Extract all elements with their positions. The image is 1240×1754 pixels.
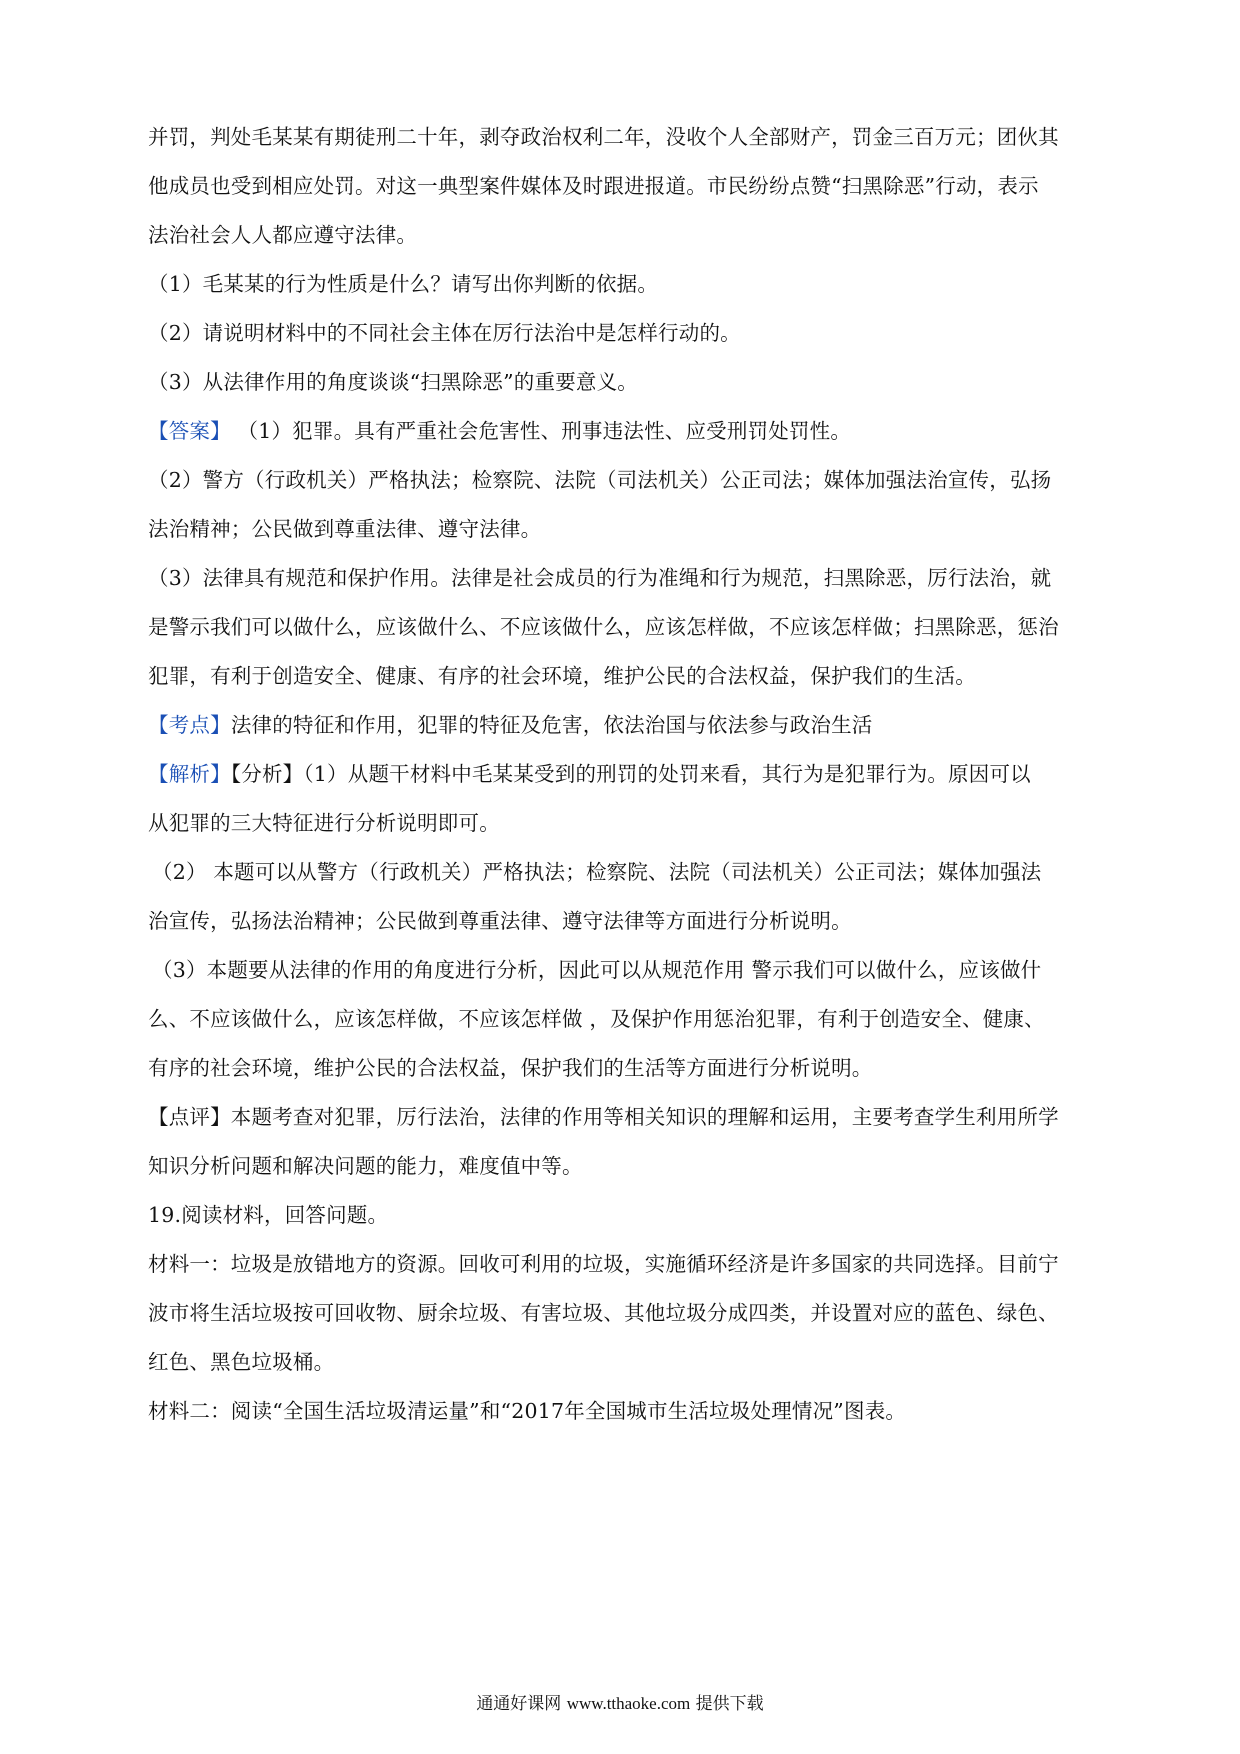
answer-line [148, 418, 1113, 445]
answer-part-3-line: （3）法律具有规范和保护作用。法律是社会成员的行为准绳和行为规范，扫黑除恶，厉行法治，就 [148, 566, 1052, 590]
page-content [148, 124, 1113, 1425]
answer-part-1: （1）犯罪。具有严重社会危害性、刑事违法性、应受刑罚处罚性。 [230, 419, 852, 443]
text-line: 法治社会人人都应遵守法律。 [148, 223, 418, 247]
page-footer [0, 1693, 1240, 1715]
jiexi-line [148, 761, 1113, 788]
question-3: （3）从法律作用的角度谈谈“扫黑除恶”的重要意义。 [148, 370, 639, 394]
text-line: 并罚，判处毛某某有期徒刑二十年，剥夺政治权利二年，没收个人全部财产，罚金三百万元；团伙其 [148, 125, 1059, 149]
material-1-line: 材料一：垃圾是放错地方的资源。回收可利用的垃圾，实施循环经济是许多国家的共同选择。目前宁 [148, 1252, 1059, 1276]
jiexi-line: 从犯罪的三大特征进行分析说明即可。 [148, 811, 500, 835]
jiexi-tag: 【解析】 [148, 762, 231, 786]
dianping-line: 知识分析问题和解决问题的能力，难度值中等。 [148, 1154, 583, 1178]
jiexi-part-2-line: （2） 本题可以从警方（行政机关）严格执法；检察院、法院（司法机关）公正司法；媒体加强法 [152, 860, 1042, 884]
footer-download-text: 提供下载 [695, 1694, 764, 1714]
answer-tag: 【答案】 [148, 419, 231, 443]
kaodian-tag: 【考点】 [148, 713, 231, 737]
question-19-title: 19.阅读材料，回答问题。 [148, 1203, 389, 1227]
footer-site-link[interactable]: www.tthaoke.com [566, 1694, 691, 1713]
jiexi-first-line: 【分析】（1）从题干材料中毛某某受到的刑罚的处罚来看，其行为是犯罪行为。原因可以 [230, 762, 1031, 786]
dianping-line: 【点评】本题考查对犯罪，厉行法治，法律的作用等相关知识的理解和运用，主要考查学生利用所学 [148, 1105, 1059, 1129]
answer-part-3-line: 犯罪，有利于创造安全、健康、有序的社会环境，维护公民的合法权益，保护我们的生活。 [148, 664, 976, 688]
material-1-line: 波市将生活垃圾按可回收物、厨余垃圾、有害垃圾、其他垃圾分成四类，并设置对应的蓝色、绿色、 [148, 1301, 1059, 1325]
question-2: （2）请说明材料中的不同社会主体在厉行法治中是怎样行动的。 [148, 321, 741, 345]
answer-part-2-line: （2）警方（行政机关）严格执法；检察院、法院（司法机关）公正司法；媒体加强法治宣传，弘扬 [148, 468, 1052, 492]
material-2-line: 材料二：阅读“全国生活垃圾清运量”和“2017年全国城市生活垃圾处理情况”图表。 [148, 1399, 907, 1423]
answer-part-3-line: 是警示我们可以做什么，应该做什么、不应该做什么，应该怎样做，不应该怎样做；扫黑除恶，惩治 [148, 615, 1059, 639]
jiexi-part-3-line: 么、不应该做什么，应该怎样做，不应该怎样做 ，及保护作用惩治犯罪，有利于创造安全、健康、 [148, 1007, 1045, 1031]
kaodian-text: 法律的特征和作用，犯罪的特征及危害，依法治国与依法参与政治生活 [230, 713, 873, 737]
answer-part-2-line: 法治精神；公民做到尊重法律、遵守法律。 [148, 517, 542, 541]
jiexi-part-2-line: 治宣传，弘扬法治精神；公民做到尊重法律、遵守法律等方面进行分析说明。 [148, 909, 852, 933]
jiexi-part-3-line: 有序的社会环境，维护公民的合法权益，保护我们的生活等方面进行分析说明。 [148, 1056, 873, 1080]
footer-brand: 通通好课网 [476, 1694, 562, 1714]
material-1-line: 红色、黑色垃圾桶。 [148, 1350, 335, 1374]
question-1: （1）毛某某的行为性质是什么？请写出你判断的依据。 [148, 272, 659, 296]
text-line: 他成员也受到相应处罚。对这一典型案件媒体及时跟进报道。市民纷纷点赞“扫黑除恶”行动，表示 [148, 174, 1039, 198]
jiexi-part-3-line: （3）本题要从法律的作用的角度进行分析，因此可以从规范作用 警示我们可以做什么，应该做什 [152, 958, 1042, 982]
kaodian-line [148, 712, 1113, 739]
